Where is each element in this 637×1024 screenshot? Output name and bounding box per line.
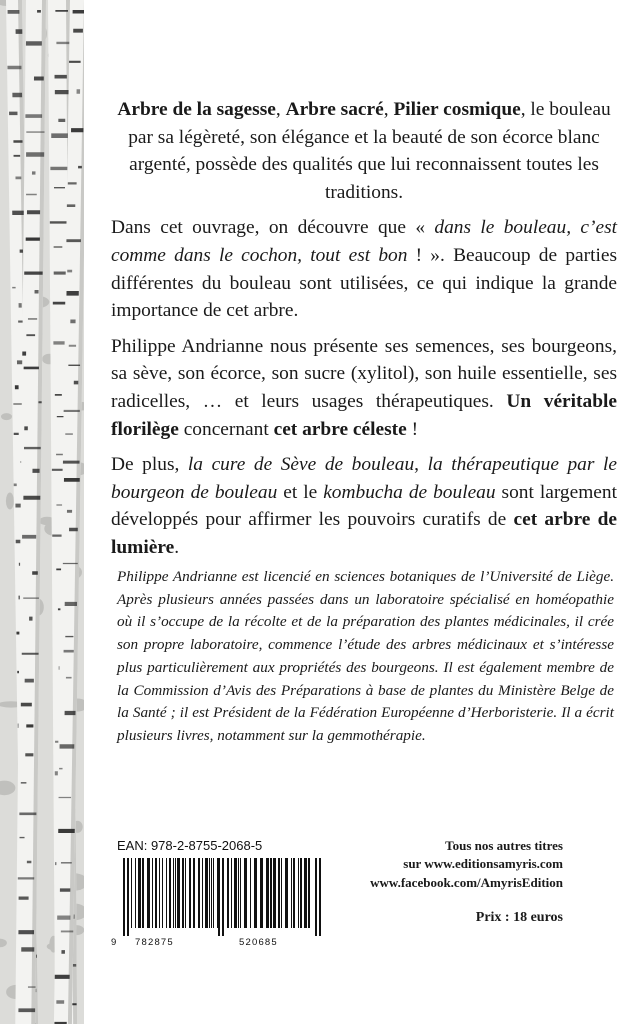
- book-blurb: [111, 96, 617, 570]
- blurb-text: concernant: [178, 418, 274, 440]
- blurb-text: ,: [383, 99, 394, 120]
- blurb-text: Dans cet ouvrage, on découvre que «: [111, 217, 435, 239]
- blurb-bold-text: Un véritable florilège: [111, 390, 617, 440]
- blurb-paragraph-1: [111, 96, 617, 206]
- blurb-paragraph-3: [111, 333, 617, 443]
- ean-label: EAN: 978-2-8755-2068-5: [117, 838, 263, 853]
- publisher-facebook: www.facebook.com/AmyrisEdition: [370, 874, 563, 890]
- blurb-bold-text: Pilier cosmique: [393, 99, 521, 120]
- barcode-lead-digit: 9: [111, 937, 117, 948]
- blurb-text: , le bouleau par sa légèreté, son élégance et la beauté de son écorce blanc argenté, possède des qualités que lui reconnaissent toutes les traditions.: [128, 99, 611, 203]
- blurb-italic-text: la cure de Sève de bouleau: [187, 454, 415, 476]
- barcode-icon: [109, 858, 329, 936]
- blurb-bold-text: Arbre sacré: [285, 99, 384, 120]
- blurb-bold-text: Arbre de la sagesse: [117, 99, 276, 120]
- barcode-left-digits: 782875: [135, 937, 174, 948]
- author-biography: Philippe Andrianne est licencié en sciences botaniques de l’Université de Liège. Après plusieurs années passées dans un laboratoire spécialisé en homéopathie où il s’occupe de la récolte et de la préparation des plantes médicinales, il crée son propre laboratoire, commence l’étude des arbres médicinaux et s’intéresse plus particulièrement aux propriétés des bourgeons. Il est également membre de la Commission d’Avis des Préparations à base de plantes du Ministère Belge de la Santé ; il est Président de la Fédération Européenne d’Herboristerie. Il a écrit plusieurs livres, notamment sur la gemmothérapie.: [117, 568, 614, 744]
- blurb-text: .: [174, 536, 180, 558]
- blurb-text: Philippe Andrianne nous présente ses semences, ses bourgeons, sa sève, son écorce, son sucre (xylitol), son huile essentielle, ses radicelles, … et leurs usages thérapeutiques.: [111, 335, 617, 412]
- blurb-text: ! ». Beaucoup de parties différentes du bouleau sont utilisées, ce qui indique la grande importance de cet arbre.: [111, 244, 618, 322]
- blurb-text: ,: [414, 454, 428, 476]
- blurb-paragraph-2: [111, 214, 617, 324]
- birch-trunks-illustration: [0, 0, 84, 1024]
- publisher-website: sur www.editionsamyris.com: [403, 856, 563, 872]
- birch-trunks-image: [0, 0, 84, 1024]
- blurb-text: et le: [277, 481, 324, 503]
- blurb-italic-text: kombucha de bouleau: [323, 481, 496, 503]
- blurb-paragraph-4: [111, 451, 617, 561]
- blurb-text: ,: [275, 99, 286, 120]
- blurb-bold-text: cet arbre de lumière: [111, 509, 617, 558]
- blurb-bold-text: cet arbre céleste: [273, 418, 407, 440]
- blurb-italic-text: la thérapeutique par le bourgeon de bouleau: [111, 454, 617, 503]
- publisher-info: [370, 837, 563, 892]
- price-label: Prix : 18 euros: [475, 910, 563, 925]
- barcode-right-digits: 520685: [239, 937, 278, 948]
- blurb-text: !: [406, 418, 419, 440]
- blurb-text: De plus,: [111, 454, 188, 476]
- publisher-line: Tous nos autres titres: [445, 838, 563, 853]
- blurb-quote: dans le bouleau, c’est comme dans le cochon, tout est bon: [111, 217, 618, 266]
- blurb-text: sont largement développés pour affirmer les pouvoirs curatifs de: [111, 481, 617, 531]
